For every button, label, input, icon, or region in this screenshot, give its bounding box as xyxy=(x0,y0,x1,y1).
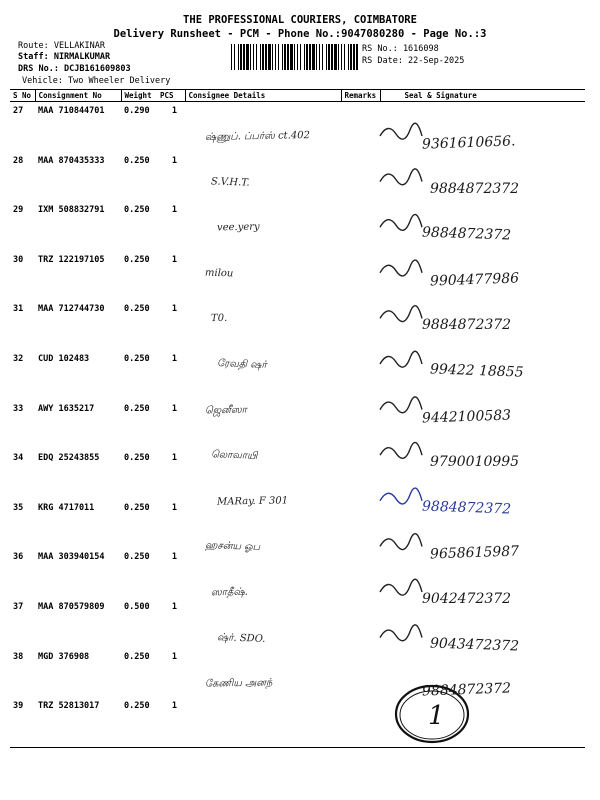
consignee-cell xyxy=(185,697,341,747)
consignment-number-cell: MAA 870579809 xyxy=(38,601,105,612)
handwritten-signature: 9658615987 xyxy=(429,543,520,563)
weight-cell: 0.250 xyxy=(124,205,150,216)
handwritten-consignee: vee.yery xyxy=(216,221,260,234)
handwritten-consignee: ரேவதி ஷர் xyxy=(216,358,267,371)
weight-cell: 0.250 xyxy=(124,304,150,315)
barcode-bar xyxy=(284,44,286,70)
serial-number-cell: 34 xyxy=(13,453,24,464)
barcode-bar xyxy=(297,44,298,70)
drs-number: DRS No.: DCJB161609803 xyxy=(18,64,131,74)
barcode xyxy=(231,44,358,70)
handwritten-signature: 9884872372 xyxy=(421,224,512,244)
table-row xyxy=(10,201,585,251)
pcs-cell: 1 xyxy=(171,155,177,166)
barcode-bar xyxy=(309,44,311,70)
handwritten-consignee: S.V.H.T. xyxy=(210,175,250,189)
weight-cell: 0.250 xyxy=(124,552,150,563)
handwritten-consignee: ஷ்ர். SDO. xyxy=(216,631,266,645)
circled-number-stamp xyxy=(392,682,472,746)
barcode-bar xyxy=(300,44,301,70)
pcs-cell: 1 xyxy=(171,552,177,563)
barcode-bar xyxy=(262,44,264,70)
barcode-bar xyxy=(312,44,315,70)
runsheet-title: Delivery Runsheet - PCM - Phone No.:9047080280 - Page No.:3 xyxy=(113,28,487,40)
handwritten-consignee: லொவாயி xyxy=(210,449,258,462)
consignee-cell xyxy=(185,350,341,400)
barcode-bar xyxy=(275,44,276,70)
handwritten-signature: 9442100583 xyxy=(421,407,512,427)
serial-number-cell: 27 xyxy=(13,106,24,116)
handwritten-signature: 9790010995 xyxy=(430,454,520,471)
signature-scribble xyxy=(380,625,422,641)
pcs-cell: 1 xyxy=(171,651,177,662)
barcode-bar xyxy=(306,44,308,70)
signature-scribble xyxy=(380,351,422,367)
barcode-bar xyxy=(322,44,323,70)
consignee-cell xyxy=(185,201,341,251)
handwritten-consignee: ஸாதீஷ். xyxy=(210,586,248,599)
barcode-bar xyxy=(287,44,289,70)
barcode-bar xyxy=(231,44,232,70)
stamp-number: 1 xyxy=(428,701,445,731)
pcs-cell: 1 xyxy=(171,353,177,364)
consignee-cell xyxy=(185,449,341,499)
serial-number-cell: 31 xyxy=(13,304,24,315)
barcode-bar xyxy=(341,44,342,70)
weight-cell: 0.250 xyxy=(124,254,150,265)
handwritten-signature: 99422 18855 xyxy=(429,361,524,381)
signature-scribble xyxy=(380,306,422,322)
signature-scribble xyxy=(380,534,422,550)
pcs-cell: 1 xyxy=(171,601,177,612)
table-row xyxy=(10,697,585,747)
barcode-bar xyxy=(304,44,305,70)
consignee-cell xyxy=(185,548,341,598)
route-label: Route: VELLAKINAR xyxy=(18,41,105,51)
weight-cell: 0.250 xyxy=(124,502,150,513)
signature-scribble xyxy=(380,169,422,185)
serial-number-cell: 33 xyxy=(13,403,24,414)
barcode-bar xyxy=(272,44,273,70)
col-header-pcs: PCS xyxy=(157,90,185,102)
col-header-weight: Weight xyxy=(121,90,157,102)
weight-cell: 0.500 xyxy=(124,601,150,612)
barcode-bar xyxy=(282,44,283,70)
barcode-bar xyxy=(238,44,239,70)
remarks-cell xyxy=(341,697,380,747)
signature-scribble xyxy=(380,579,422,595)
handwritten-consignee: MARay. F 301 xyxy=(216,495,289,508)
handwritten-signature: 9884872372 xyxy=(430,180,520,197)
pcs-cell: 1 xyxy=(171,205,177,216)
barcode-bar xyxy=(356,44,358,70)
signature-scribble xyxy=(380,442,422,458)
barcode-bar xyxy=(334,44,337,70)
barcode-bar xyxy=(260,44,261,70)
pcs-cell: 1 xyxy=(157,697,185,747)
barcode-bar xyxy=(250,44,251,70)
consignment-number-cell: MAA 712744730 xyxy=(38,304,105,315)
handwritten-consignee: ஷ்ணுப். ப்பர்ஸ் ct.402 xyxy=(204,130,311,143)
barcode-bar xyxy=(326,44,327,70)
barcode-bar xyxy=(253,44,254,70)
consignment-number-cell: CUD 102483 xyxy=(38,353,90,364)
barcode-bar xyxy=(316,44,317,70)
signature-scribble xyxy=(380,397,422,413)
rs-date: RS Date: 22-Sep-2025 xyxy=(362,56,465,66)
pcs-cell: 1 xyxy=(171,106,177,116)
weight-cell: 0.250 xyxy=(124,155,150,166)
handwritten-signature: 9043472372 xyxy=(429,635,520,655)
barcode-bar xyxy=(348,44,349,70)
consignee-cell xyxy=(185,102,341,152)
barcode-bar xyxy=(234,44,235,70)
rs-number: RS No.: 1616098 xyxy=(362,44,439,54)
serial-number-cell: 28 xyxy=(13,155,24,166)
pcs-cell: 1 xyxy=(171,453,177,464)
handwritten-consignee: ஹசன்ய ஓப xyxy=(204,540,261,554)
handwritten-signature: 9042472372 xyxy=(422,591,512,607)
barcode-bar xyxy=(240,44,242,70)
serial-number-cell: 37 xyxy=(13,601,24,612)
consignment-number-cell: IXM 508832791 xyxy=(38,205,105,216)
signature-scribble xyxy=(380,488,422,504)
signature-scribble xyxy=(380,214,422,230)
handwritten-consignee: கேணிய அனந் xyxy=(204,677,273,690)
serial-number-cell: 39 xyxy=(10,697,35,747)
consignee-cell xyxy=(185,300,341,350)
weight-cell: 0.250 xyxy=(124,353,150,364)
barcode-bar xyxy=(294,44,295,70)
handwritten-signature: 9904477986 xyxy=(429,270,520,290)
serial-number-cell: 30 xyxy=(13,254,24,265)
serial-number-cell: 29 xyxy=(13,205,24,216)
barcode-bar xyxy=(246,44,249,70)
table-header-row xyxy=(10,90,585,102)
consignment-number-cell: MAA 303940154 xyxy=(38,552,105,563)
pcs-cell: 1 xyxy=(171,254,177,265)
company-name: THE PROFESSIONAL COURIERS, COIMBATORE xyxy=(183,14,417,26)
handwritten-signature: 9884872372 xyxy=(421,680,512,700)
barcode-bar xyxy=(331,44,333,70)
consignee-cell xyxy=(185,152,341,202)
handwritten-signature: 9884872372 xyxy=(421,498,512,518)
serial-number-cell: 38 xyxy=(13,651,24,662)
staff-label: Staff: NIRMALKUMAR xyxy=(18,52,111,62)
col-header-signature: Seal & Signature xyxy=(380,90,585,102)
weight-cell: 0.250 xyxy=(121,697,157,747)
consignment-number-cell: KRG 4717011 xyxy=(38,502,95,513)
consignment-number-cell: TRZ 122197105 xyxy=(38,254,105,265)
pcs-cell: 1 xyxy=(171,403,177,414)
consignment-number-cell: MGD 376908 xyxy=(38,651,90,662)
consignment-number-cell: MAA 710844701 xyxy=(38,106,105,116)
barcode-bar xyxy=(353,44,355,70)
serial-number-cell: 35 xyxy=(13,502,24,513)
barcode-bar xyxy=(350,44,352,70)
col-header-consignment: Consignment No xyxy=(35,90,121,102)
consignment-number-cell: EDQ 25243855 xyxy=(38,453,100,464)
weight-cell: 0.250 xyxy=(124,403,150,414)
handwritten-consignee: ஜெனீஸா xyxy=(204,404,247,416)
handwritten-signature: 9884872372 xyxy=(422,317,512,334)
handwritten-signature: 9361610656. xyxy=(421,133,516,153)
handwritten-consignee: milou xyxy=(204,267,234,280)
consignment-number-cell: AWY 1635217 xyxy=(38,403,95,414)
weight-cell: 0.290 xyxy=(124,106,150,116)
consignment-number-cell: TRZ 52813017 xyxy=(35,697,121,747)
consignment-number-cell: MAA 870435333 xyxy=(38,155,105,166)
col-header-remarks: Remarks xyxy=(341,90,380,102)
signature-scribble xyxy=(380,260,422,276)
pcs-cell: 1 xyxy=(171,502,177,513)
barcode-bar xyxy=(265,44,267,70)
barcode-bar xyxy=(344,44,345,70)
weight-cell: 0.250 xyxy=(124,453,150,464)
barcode-bar xyxy=(256,44,257,70)
signature-scribble xyxy=(380,123,422,139)
col-header-consignee: Consignee Details xyxy=(185,90,341,102)
pcs-cell: 1 xyxy=(171,304,177,315)
barcode-bar xyxy=(278,44,279,70)
col-header-sno: S No xyxy=(10,90,35,102)
weight-cell: 0.250 xyxy=(124,651,150,662)
barcode-bar xyxy=(328,44,330,70)
barcode-bar xyxy=(290,44,293,70)
barcode-bar xyxy=(338,44,339,70)
signature-scribbles xyxy=(375,100,435,660)
barcode-bar xyxy=(319,44,320,70)
serial-number-cell: 36 xyxy=(13,552,24,563)
barcode-bar xyxy=(243,44,245,70)
handwritten-consignee: T0. xyxy=(210,313,228,325)
vehicle-label: Vehicle: Two Wheeler Delivery xyxy=(22,76,171,86)
serial-number-cell: 32 xyxy=(13,353,24,364)
barcode-bar xyxy=(268,44,271,70)
